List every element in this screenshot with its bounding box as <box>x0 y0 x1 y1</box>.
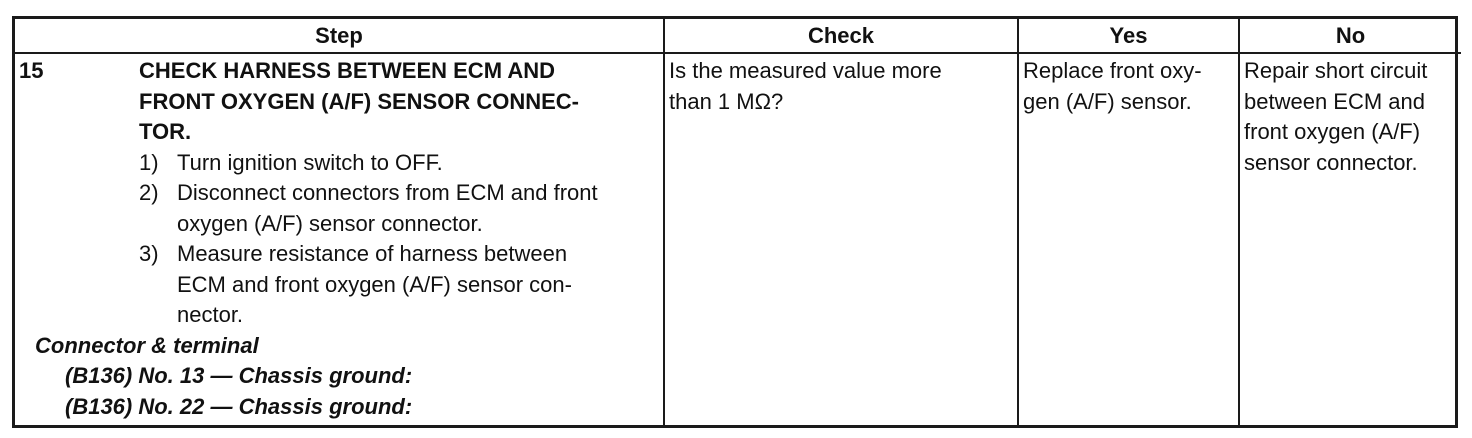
instruction-index: 3) <box>139 241 159 266</box>
table-row <box>15 53 1461 425</box>
no-line: Repair short circuit <box>1244 58 1428 83</box>
header-check: Check <box>664 19 1018 53</box>
header-yes: Yes <box>1018 19 1239 53</box>
yes-line: gen (A/F) sensor. <box>1023 88 1192 114</box>
header-row <box>15 19 1461 53</box>
no-text <box>1244 56 1455 178</box>
header-step: Step <box>15 19 664 53</box>
yes-line: Replace front oxy- <box>1023 58 1202 83</box>
yes-cell <box>1018 53 1239 425</box>
instruction-index: 1) <box>139 149 159 175</box>
yes-text <box>1023 56 1232 117</box>
check-cell <box>664 53 1018 425</box>
step-title-line: TOR. <box>139 119 192 144</box>
instruction-index: 2) <box>139 180 159 205</box>
instruction-line: Measure resistance of harness between <box>177 241 568 266</box>
step-number: 15 <box>19 58 44 83</box>
no-line: sensor connector. <box>1244 149 1418 175</box>
no-line: between ECM and <box>1244 88 1425 114</box>
step-body <box>139 56 657 331</box>
instruction-line: oxygen (A/F) sensor connector. <box>177 210 483 236</box>
diagnostic-table <box>15 19 1461 425</box>
instruction-line: Turn ignition switch to OFF. <box>177 149 443 175</box>
no-cell <box>1239 53 1461 425</box>
step-cell <box>15 53 664 425</box>
header-no: No <box>1239 19 1461 53</box>
no-line: front oxygen (A/F) <box>1244 119 1421 144</box>
check-line: than 1 MΩ? <box>669 88 784 114</box>
instruction-item <box>139 239 657 331</box>
check-text <box>669 56 1011 117</box>
instruction-item <box>139 178 657 239</box>
check-line: Is the measured value more <box>669 58 942 83</box>
instruction-line: nector. <box>177 302 244 327</box>
connector-terminal-item: (B136) No. 13 — Chassis ground: <box>65 363 413 388</box>
instruction-line: ECM and front oxygen (A/F) sensor con- <box>177 271 572 297</box>
connector-terminal-item: (B136) No. 22 — Chassis ground: <box>65 393 413 419</box>
step-title-line: CHECK HARNESS BETWEEN ECM AND <box>139 58 555 83</box>
step-title <box>139 56 657 148</box>
instruction-item <box>139 148 657 179</box>
connector-terminal-label: Connector & terminal <box>35 332 259 358</box>
diagnostic-table-frame <box>12 16 1458 428</box>
step-title-line: FRONT OXYGEN (A/F) SENSOR CONNEC- <box>139 88 580 114</box>
instruction-line: Disconnect connectors from ECM and front <box>177 180 598 205</box>
